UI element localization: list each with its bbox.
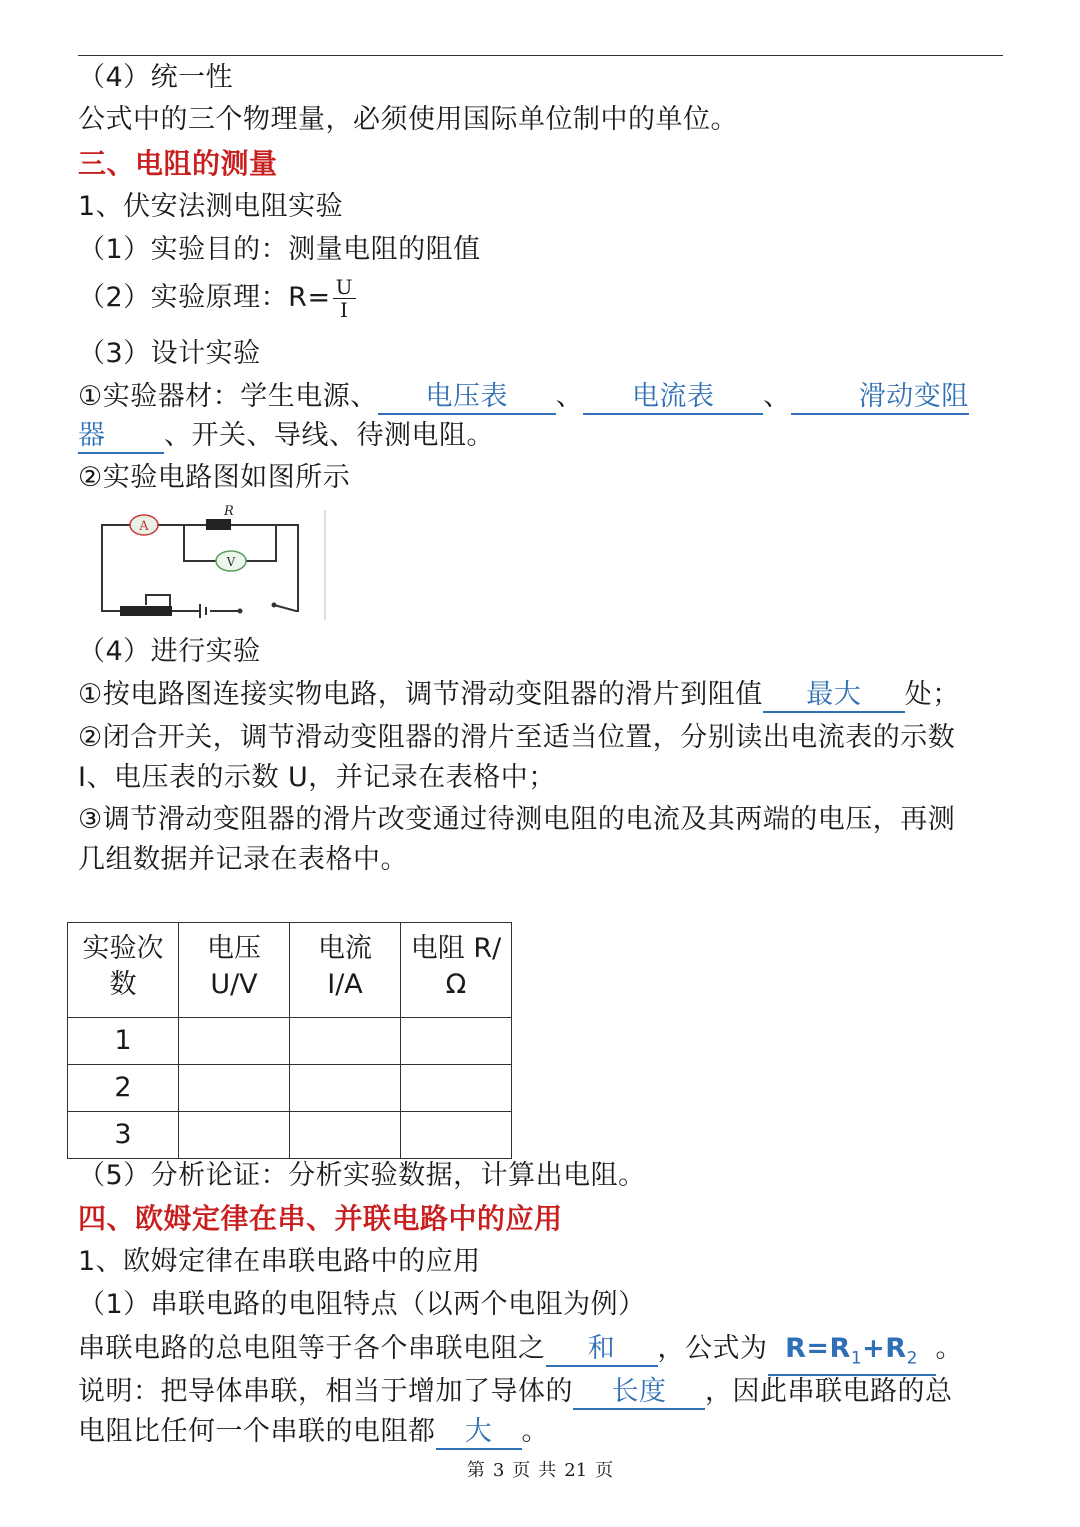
text-segment: 、 — [763, 381, 791, 412]
table-header-cell — [179, 923, 290, 1018]
text-segment: ，因此串联电路的总 — [705, 1376, 953, 1407]
table-row — [68, 1112, 512, 1159]
table-header-cell — [290, 923, 401, 1018]
fill-line — [78, 418, 494, 454]
text-line: （4）统一性 — [78, 62, 234, 93]
page-footer — [0, 1456, 1080, 1482]
header-line: 数 — [109, 969, 137, 1000]
page-number: 3 — [492, 1460, 505, 1481]
table-header-row — [68, 923, 512, 1018]
text-line: （1）实验目的：测量电阻的阻值 — [78, 234, 481, 265]
fraction-denominator: I — [340, 298, 349, 322]
battery-icon — [200, 604, 206, 618]
image-edge — [324, 510, 326, 620]
fill-line — [78, 1414, 549, 1450]
text-segment: 处； — [904, 679, 960, 710]
text-segment: 。 — [521, 1416, 549, 1447]
text-segment: 、开关、导线、待测电阻。 — [164, 420, 494, 451]
footer-text: 页 — [512, 1460, 531, 1481]
table-header-cell — [68, 923, 179, 1018]
table-cell[interactable] — [179, 1112, 290, 1159]
text-segment: 。 — [935, 1333, 963, 1364]
fill-line — [78, 677, 960, 713]
fill-line — [78, 1374, 953, 1410]
text-line: 几组数据并记录在表格中。 — [78, 844, 408, 875]
table-cell[interactable] — [290, 1018, 401, 1065]
header-line: 电流 — [318, 933, 372, 964]
header-line: 电阻 R/ — [410, 933, 502, 964]
table-cell[interactable] — [290, 1065, 401, 1112]
text-line: （1）串联电路的电阻特点（以两个电阻为例） — [78, 1289, 646, 1320]
switch-icon — [238, 609, 243, 614]
table-header-cell — [401, 923, 512, 1018]
text-line: （3）设计实验 — [78, 338, 261, 369]
header-line: 实验次 — [82, 933, 164, 964]
text-line: ②实验电路图如图所示 — [78, 462, 351, 493]
text-line: 1、伏安法测电阻实验 — [78, 191, 344, 222]
table-cell[interactable] — [401, 1018, 512, 1065]
formula-subscript: 2 — [906, 1348, 918, 1369]
table-cell[interactable] — [401, 1065, 512, 1112]
formula-line — [78, 276, 356, 321]
table-cell[interactable] — [290, 1112, 401, 1159]
text-line: （5）分析论证：分析实验数据，计算出电阻。 — [78, 1160, 646, 1191]
formula-prefix: （2）实验原理：R= — [78, 282, 331, 313]
answer-blank: 电压表 — [378, 381, 556, 415]
section-heading: 四、欧姆定律在串、并联电路中的应用 — [78, 1202, 563, 1235]
table-cell: 1 — [68, 1018, 179, 1065]
table-cell[interactable] — [179, 1065, 290, 1112]
text-segment: ①实验器材：学生电源、 — [78, 381, 378, 412]
text-line: （4）进行实验 — [78, 636, 261, 667]
text-segment: 串联电路的总电阻等于各个串联电阻之 — [78, 1333, 546, 1364]
formula-fraction — [333, 276, 356, 321]
answer-formula — [768, 1333, 936, 1376]
header-rule — [78, 55, 1003, 56]
table-cell: 2 — [68, 1065, 179, 1112]
text-segment: 电阻比任何一个串联的电阻都 — [78, 1416, 436, 1447]
formula-part: R=R — [785, 1333, 851, 1364]
answer-blank: 最大 — [763, 679, 905, 713]
formula-part: +R — [862, 1333, 907, 1364]
formula-subscript: 1 — [850, 1348, 863, 1369]
header-line: Ω — [445, 969, 467, 1000]
header-line: I/A — [327, 969, 363, 1000]
footer-text: 第 — [466, 1460, 485, 1481]
fill-line — [78, 379, 969, 415]
header-line: U/V — [210, 969, 258, 1000]
resistor-icon — [206, 519, 231, 530]
ammeter-label: A — [139, 519, 149, 534]
text-segment: 、 — [555, 381, 584, 412]
answer-blank: 长度 — [573, 1376, 705, 1410]
section-heading: 三、电阻的测量 — [78, 147, 278, 180]
resistor-label: R — [224, 505, 234, 519]
footer-text: 页 — [595, 1460, 614, 1481]
footer-text: 共 — [538, 1460, 557, 1481]
text-line: ②闭合开关，调节滑动变阻器的滑片至适当位置，分别读出电流表的示数 — [78, 722, 956, 753]
switch-contact — [272, 603, 277, 608]
fraction-numerator: U — [333, 276, 356, 299]
answer-blank: 电流表 — [583, 381, 763, 415]
answer-blank: 大 — [436, 1416, 522, 1450]
text-line: I、电压表的示数 U，并记录在表格中； — [78, 762, 556, 793]
table-row — [68, 1065, 512, 1112]
fill-line — [78, 1331, 963, 1376]
text-segment: ①按电路图连接实物电路，调节滑动变阻器的滑片到阻值 — [78, 679, 763, 710]
text-segment: ，公式为 — [657, 1333, 768, 1364]
header-line: 电压 — [207, 933, 261, 964]
table-cell: 3 — [68, 1112, 179, 1159]
text-segment: 说明：把导体串联，相当于增加了导体的 — [78, 1376, 573, 1407]
rheostat-icon — [120, 606, 172, 616]
voltmeter-label: V — [226, 555, 236, 569]
text-line: 1、欧姆定律在串联电路中的应用 — [78, 1246, 481, 1277]
text-line: ③调节滑动变阻器的滑片改变通过待测电阻的电流及其两端的电压，再测 — [78, 804, 956, 835]
text-line: 公式中的三个物理量，必须使用国际单位制中的单位。 — [78, 104, 738, 135]
answer-blank: 器 — [78, 420, 164, 454]
circuit-diagram — [76, 505, 336, 625]
total-pages: 21 — [564, 1460, 588, 1481]
table-cell[interactable] — [401, 1112, 512, 1159]
answer-blank: 滑动变阻 — [791, 381, 969, 415]
table-cell[interactable] — [179, 1018, 290, 1065]
table-row — [68, 1018, 512, 1065]
answer-blank: 和 — [546, 1333, 658, 1367]
data-table — [67, 922, 512, 1159]
